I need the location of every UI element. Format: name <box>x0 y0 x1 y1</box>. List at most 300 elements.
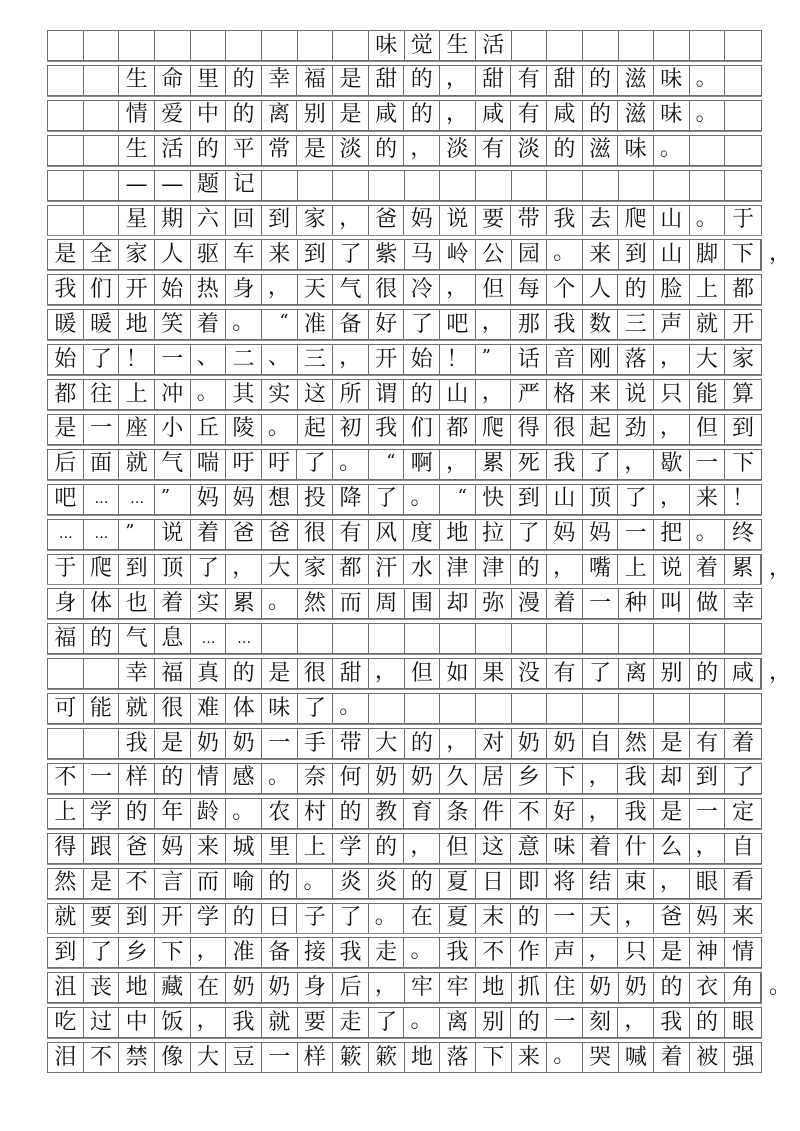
grid-cell-char: 座 <box>119 415 155 444</box>
grid-cell-char: 准 <box>298 310 334 339</box>
grid-cell-char: 数 <box>583 310 619 339</box>
grid-cell-char: 禁 <box>119 1043 155 1072</box>
grid-cell-char: 三 <box>298 345 334 374</box>
grid-cell-empty <box>369 694 405 723</box>
grid-row <box>47 937 762 968</box>
grid-cell-char: 妈 <box>583 520 619 549</box>
grid-cell-char: 的 <box>369 834 405 863</box>
grid-cell-char: 果 <box>476 659 512 688</box>
grid-cell-char: 簌 <box>333 1043 369 1072</box>
grid-cell-empty <box>405 624 441 653</box>
grid-cell-empty <box>725 101 761 130</box>
grid-cell-char: 的 <box>369 136 405 165</box>
grid-cell-char: 生 <box>119 66 155 95</box>
grid-cell-empty <box>725 66 761 95</box>
grid-cell-empty <box>547 171 583 200</box>
grid-cell-char: 了 <box>583 659 619 688</box>
grid-cell-char: 奶 <box>369 764 405 793</box>
grid-cell-char: 味 <box>654 66 690 95</box>
grid-cell-char: 到 <box>690 764 726 793</box>
grid-cell-char: 一 <box>690 450 726 479</box>
grid-cell-char: 了 <box>404 310 440 339</box>
grid-cell-char: 的 <box>404 66 440 95</box>
grid-cell-char: 带 <box>333 729 369 758</box>
grid-cell-char: 是 <box>654 799 690 828</box>
grid-cell-char: 是 <box>297 136 333 165</box>
grid-cell-empty <box>654 171 690 200</box>
grid-cell-char: 下 <box>155 938 191 967</box>
grid-cell-char: 二 <box>226 345 262 374</box>
grid-cell-char: 滋 <box>583 136 619 165</box>
grid-cell-char: 大 <box>369 729 405 758</box>
grid-cell-char: 来 <box>512 1043 548 1072</box>
grid-cell-char: 难 <box>191 694 227 723</box>
grid-cell-char: 福 <box>297 66 333 95</box>
grid-cell-char: 的 <box>262 869 298 898</box>
grid-cell-empty <box>547 624 583 653</box>
grid-cell-char: 气 <box>333 275 369 304</box>
grid-cell-char: 居 <box>476 764 512 793</box>
grid-cell-char: — <box>119 171 155 200</box>
grid-cell-char: 奶 <box>226 973 262 1002</box>
grid-cell-char: 滋 <box>618 101 654 130</box>
grid-cell-char: ， <box>547 555 583 584</box>
grid-cell-char: 就 <box>690 310 726 339</box>
grid-cell-char: 的 <box>84 624 120 653</box>
grid-cell-char: 我 <box>654 1008 690 1037</box>
grid-cell-char: 滋 <box>618 66 654 95</box>
grid-cell-char: 死 <box>511 450 547 479</box>
grid-cell-char: 一 <box>690 799 726 828</box>
grid-cell-char: 吃 <box>48 1008 84 1037</box>
grid-cell-char: 离 <box>619 659 655 688</box>
grid-cell-char: 就 <box>262 1008 298 1037</box>
grid-cell-char: ， <box>440 66 476 95</box>
grid-cell-char: 幸 <box>262 66 298 95</box>
grid-cell-empty <box>583 694 619 723</box>
grid-cell-empty <box>119 31 155 60</box>
grid-cell-char: 牢 <box>440 973 476 1002</box>
grid-cell-char: ， <box>333 345 369 374</box>
grid-cell-char: 冲 <box>155 380 191 409</box>
grid-cell-char: 风 <box>369 520 405 549</box>
grid-cell-char: 奶 <box>547 729 583 758</box>
grid-cell-char: 很 <box>298 659 334 688</box>
grid-cell-char: 淡 <box>333 136 369 165</box>
grid-cell-empty <box>583 31 619 60</box>
grid-cell-char: 。 <box>297 869 333 898</box>
grid-cell-char: 刻 <box>583 1008 619 1037</box>
grid-cell-char: 真 <box>191 659 227 688</box>
grid-cell-empty <box>298 171 334 200</box>
grid-cell-char: ， <box>654 415 690 444</box>
grid-cell-char: 的 <box>404 869 440 898</box>
grid-cell-char: 脸 <box>654 275 690 304</box>
grid-cell-char: 歇 <box>654 450 690 479</box>
grid-cell-empty <box>84 171 120 200</box>
grid-cell-char: 很 <box>547 415 583 444</box>
grid-cell-char: 了 <box>84 345 120 374</box>
grid-cell-char: 来 <box>583 240 619 269</box>
grid-cell-char: 村 <box>298 799 334 828</box>
grid-cell-char: 实 <box>262 380 298 409</box>
grid-cell-char: 味 <box>547 834 583 863</box>
grid-cell-char: 意 <box>511 834 547 863</box>
grid-cell-char: 子 <box>297 904 333 933</box>
grid-cell-char: 到 <box>298 240 334 269</box>
grid-cell-empty <box>690 694 726 723</box>
grid-cell-char: 自 <box>732 835 755 861</box>
grid-cell-char: 一 <box>618 520 654 549</box>
grid-cell-char: 过 <box>84 1008 120 1037</box>
grid-cell-char: 声 <box>547 938 583 967</box>
grid-cell-char: 不 <box>48 764 84 793</box>
grid-cell-char: 很 <box>369 275 405 304</box>
grid-cell-char: 开 <box>732 311 755 337</box>
grid-cell-char: 记 <box>226 171 262 200</box>
grid-cell-char: 跟 <box>84 834 120 863</box>
grid-cell-char: 年 <box>155 799 191 828</box>
grid-cell-char: 别 <box>476 1008 512 1037</box>
grid-cell-char: 衣 <box>690 973 726 1002</box>
grid-cell-char: 生 <box>440 31 476 60</box>
grid-cell-char: 眼 <box>690 869 726 898</box>
grid-cell-char: 喻 <box>226 869 262 898</box>
grid-cell-char: 饭 <box>155 1008 191 1037</box>
grid-cell-char: 山 <box>547 485 583 514</box>
grid-cell-char: 到 <box>619 240 655 269</box>
grid-row <box>47 414 762 445</box>
grid-cell-empty <box>84 659 120 688</box>
margin-overflow-punctuation: ， <box>769 241 792 267</box>
grid-cell-char: 有 <box>333 520 369 549</box>
grid-cell-char: 。 <box>191 380 227 409</box>
grid-cell-char: 着 <box>155 589 191 618</box>
grid-row <box>47 728 762 759</box>
grid-cell-char: 全 <box>84 240 120 269</box>
grid-cell-char: ” <box>155 485 191 514</box>
grid-cell-char: 津 <box>440 555 476 584</box>
grid-cell-char: 实 <box>191 589 227 618</box>
grid-cell-char: 。 <box>404 938 440 967</box>
grid-cell-empty <box>725 694 761 723</box>
grid-cell-empty <box>440 171 476 200</box>
grid-cell-char: ， <box>583 938 619 967</box>
grid-cell-char: 始 <box>155 275 191 304</box>
grid-cell-empty <box>191 31 227 60</box>
grid-cell-char: 很 <box>155 694 191 723</box>
grid-cell-char: 的 <box>155 764 191 793</box>
grid-cell-char: 上 <box>690 275 726 304</box>
grid-cell-char: 炎 <box>369 869 405 898</box>
grid-cell-char: 快 <box>476 485 512 514</box>
grid-cell-char: 投 <box>298 485 334 514</box>
grid-row <box>47 798 762 829</box>
grid-cell-char: 幸 <box>732 590 755 616</box>
grid-cell-empty <box>226 31 262 60</box>
grid-cell-char: 学 <box>191 904 227 933</box>
grid-cell-char: 也 <box>119 589 155 618</box>
grid-row <box>47 833 762 864</box>
grid-cell-char: 却 <box>654 764 690 793</box>
grid-cell-char: 味 <box>369 31 405 60</box>
grid-cell-char: ， <box>191 938 227 967</box>
grid-cell-char: 备 <box>262 938 298 967</box>
grid-cell-char: 紫 <box>369 240 405 269</box>
grid-cell-char: 了 <box>298 694 334 723</box>
grid-cell-char: 我 <box>48 275 84 304</box>
grid-cell-char: 妈 <box>547 520 583 549</box>
grid-cell-char: 的 <box>618 275 654 304</box>
grid-row <box>47 449 762 480</box>
grid-cell-char: 我 <box>369 415 405 444</box>
grid-cell-char: 是 <box>654 729 690 758</box>
grid-cell-char: 身 <box>48 589 84 618</box>
grid-cell-char: 来 <box>262 240 298 269</box>
grid-cell-char: 一 <box>262 1043 298 1072</box>
grid-cell-char: 冷 <box>404 275 440 304</box>
grid-cell-char: 嘴 <box>583 555 619 584</box>
grid-cell-char: 是 <box>84 869 120 898</box>
grid-cell-empty <box>547 694 583 723</box>
grid-cell-char: 公 <box>476 240 512 269</box>
grid-cell-char: 没 <box>512 659 548 688</box>
margin-overflow-punctuation: ， <box>769 555 792 581</box>
grid-cell-char: 淡 <box>440 136 476 165</box>
grid-cell-char: 我 <box>226 1008 262 1037</box>
grid-cell-char: 带 <box>511 206 547 235</box>
grid-cell-empty <box>440 694 476 723</box>
grid-cell-char: 话 <box>511 345 547 374</box>
grid-cell-char: 不 <box>119 869 155 898</box>
grid-cell-char: ， <box>404 834 440 863</box>
grid-cell-char: 件 <box>476 799 512 828</box>
grid-cell-char: 上 <box>48 799 84 828</box>
grid-cell-char: 里 <box>191 66 227 95</box>
grid-cell-empty <box>262 624 298 653</box>
grid-cell-char: 有 <box>690 729 726 758</box>
grid-cell-char: 的 <box>654 973 690 1002</box>
grid-cell-char: 奶 <box>262 973 298 1002</box>
grid-cell-char: 一 <box>547 1008 583 1037</box>
grid-cell-char: 却 <box>440 589 476 618</box>
grid-cell-char: 体 <box>84 589 120 618</box>
grid-cell-char: 命 <box>155 66 191 95</box>
grid-cell-char: 夏 <box>440 869 476 898</box>
grid-cell-char: 然 <box>48 869 84 898</box>
grid-cell-char: 想 <box>262 485 298 514</box>
grid-cell-char: 初 <box>333 415 369 444</box>
grid-cell-char: 一 <box>84 415 120 444</box>
grid-cell-char: 。 <box>226 310 262 339</box>
grid-cell-char: 如 <box>440 659 476 688</box>
grid-cell-char: 落 <box>618 345 654 374</box>
grid-cell-char: 来 <box>690 485 726 514</box>
grid-cell-char: 奶 <box>583 973 619 1002</box>
grid-cell-char: — <box>155 171 191 200</box>
grid-cell-char: 的 <box>583 101 619 130</box>
grid-cell-char: 教 <box>369 799 405 828</box>
grid-cell-char: 了 <box>511 520 547 549</box>
grid-cell-char: 的 <box>511 904 547 933</box>
grid-cell-char: 能 <box>84 694 120 723</box>
grid-cell-empty <box>84 31 120 60</box>
grid-cell-char: ， <box>369 659 405 688</box>
grid-cell-char: 的 <box>690 659 726 688</box>
grid-cell-char: 奶 <box>619 973 655 1002</box>
grid-cell-char: 很 <box>298 520 334 549</box>
grid-cell-char: 其 <box>226 380 262 409</box>
grid-cell-char: 奈 <box>298 764 334 793</box>
grid-cell-char: 爬 <box>84 555 120 584</box>
grid-cell-char: 格 <box>547 380 583 409</box>
grid-cell-char: 马 <box>405 240 441 269</box>
grid-cell-char: 暖 <box>84 310 120 339</box>
grid-cell-char: 夏 <box>440 904 476 933</box>
grid-cell-char: ， <box>333 206 369 235</box>
grid-cell-empty <box>725 31 761 60</box>
grid-cell-char: 吧 <box>440 310 476 339</box>
grid-cell-char: 沮 <box>48 973 84 1002</box>
grid-cell-empty <box>512 694 548 723</box>
grid-cell-char: 是 <box>333 66 369 95</box>
grid-cell-char: … <box>84 485 120 514</box>
grid-cell-char: 陵 <box>226 415 262 444</box>
grid-cell-char: 小 <box>155 415 191 444</box>
grid-cell-char: 家 <box>298 555 334 584</box>
grid-cell-char: 来 <box>732 905 755 930</box>
grid-cell-char: 家 <box>297 206 333 235</box>
grid-cell-char: 身 <box>226 275 262 304</box>
grid-cell-char: 地 <box>440 520 476 549</box>
grid-cell-char: 这 <box>476 834 512 863</box>
grid-cell-empty <box>619 31 655 60</box>
grid-cell-char: 妈 <box>404 206 440 235</box>
grid-cell-char: ” <box>119 520 155 549</box>
grid-cell-char: 何 <box>333 764 369 793</box>
grid-cell-char: 但 <box>440 834 476 863</box>
grid-cell-empty <box>619 171 655 200</box>
grid-cell-char: 水 <box>404 555 440 584</box>
grid-cell-char: 。 <box>547 240 583 269</box>
grid-cell-empty <box>84 101 120 130</box>
grid-cell-char: 丘 <box>191 415 227 444</box>
grid-cell-char: 们 <box>84 275 120 304</box>
grid-cell-char: 弥 <box>476 589 512 618</box>
grid-cell-char: 。 <box>369 904 405 933</box>
grid-cell-char: 。 <box>690 206 726 235</box>
grid-cell-char: 爸 <box>262 520 298 549</box>
grid-row <box>47 658 792 689</box>
grid-cell-char: 。 <box>262 589 298 618</box>
grid-cell-char: 的 <box>333 799 369 828</box>
grid-cell-char: 爸 <box>369 206 405 235</box>
grid-cell-char: 吁 <box>226 450 262 479</box>
grid-cell-char: 着 <box>732 730 755 756</box>
grid-cell-char: 着 <box>191 520 227 549</box>
grid-cell-empty <box>654 694 690 723</box>
grid-cell-empty <box>547 31 583 60</box>
grid-cell-char: 周 <box>369 589 405 618</box>
grid-cell-char: 。 <box>690 66 726 95</box>
grid-cell-char: 可 <box>48 694 84 723</box>
grid-cell-char: 有 <box>511 101 547 130</box>
grid-cell-char: 咸 <box>725 659 761 688</box>
grid-cell-char: 我 <box>618 799 654 828</box>
grid-row <box>47 135 762 166</box>
grid-cell-char: 然 <box>619 729 655 758</box>
grid-cell-char: 牢 <box>405 973 441 1002</box>
grid-cell-char: 了 <box>84 938 120 967</box>
grid-cell-char: 像 <box>155 1043 191 1072</box>
grid-cell-char: 脚 <box>690 240 726 269</box>
grid-cell-char: 叫 <box>654 589 690 618</box>
grid-cell-char: 平 <box>226 136 262 165</box>
grid-cell-char: 往 <box>84 380 120 409</box>
grid-cell-char: 气 <box>155 450 191 479</box>
grid-cell-char: 刚 <box>583 345 619 374</box>
grid-cell-char: 吧 <box>48 485 84 514</box>
grid-cell-char: 能 <box>690 380 726 409</box>
grid-row <box>47 868 762 899</box>
grid-cell-char: 样 <box>119 764 155 793</box>
grid-cell-char: 着 <box>191 310 227 339</box>
grid-cell-char: 学 <box>333 834 369 863</box>
grid-cell-char: 拉 <box>476 520 512 549</box>
grid-cell-char: 体 <box>226 694 262 723</box>
grid-cell-char: 降 <box>333 485 369 514</box>
grid-cell-empty <box>262 31 298 60</box>
grid-cell-char: ” <box>476 345 512 374</box>
grid-row <box>47 903 762 934</box>
grid-cell-char: 我 <box>547 206 583 235</box>
grid-cell-char: 着 <box>690 555 726 584</box>
grid-row <box>47 763 762 794</box>
grid-cell-char: 爬 <box>476 415 512 444</box>
grid-cell-char: 去 <box>583 206 619 235</box>
grid-cell-char: 奶 <box>226 729 262 758</box>
grid-cell-char: 、 <box>262 345 298 374</box>
grid-cell-char: 爬 <box>618 206 654 235</box>
grid-cell-char: 落 <box>440 1043 476 1072</box>
grid-cell-char: 起 <box>583 415 619 444</box>
grid-cell-empty <box>333 624 369 653</box>
grid-cell-char: 爸 <box>119 834 155 863</box>
grid-cell-char: 的 <box>690 1008 726 1037</box>
grid-cell-char: 味 <box>262 694 298 723</box>
grid-cell-char: ， <box>654 485 690 514</box>
grid-cell-char: 。 <box>262 764 298 793</box>
grid-cell-char: 什 <box>618 834 654 863</box>
grid-cell-char: 天 <box>298 275 334 304</box>
grid-cell-char: 我 <box>618 764 654 793</box>
grid-cell-char: 乡 <box>119 938 155 967</box>
grid-cell-char: 都 <box>48 380 84 409</box>
grid-cell-char: 就 <box>48 904 84 933</box>
grid-cell-empty <box>333 31 369 60</box>
grid-cell-char: 漫 <box>512 589 548 618</box>
grid-cell-char: 乡 <box>511 764 547 793</box>
grid-cell-char: “ <box>440 485 476 514</box>
grid-cell-char: 后 <box>48 450 84 479</box>
grid-cell-char: 离 <box>440 1008 476 1037</box>
grid-cell-char: 然 <box>298 589 334 618</box>
grid-cell-char: 而 <box>191 869 227 898</box>
grid-cell-char: 有 <box>547 659 583 688</box>
grid-cell-char: 开 <box>369 345 405 374</box>
grid-cell-char: 神 <box>690 938 726 967</box>
grid-cell-char: ， <box>618 1008 654 1037</box>
